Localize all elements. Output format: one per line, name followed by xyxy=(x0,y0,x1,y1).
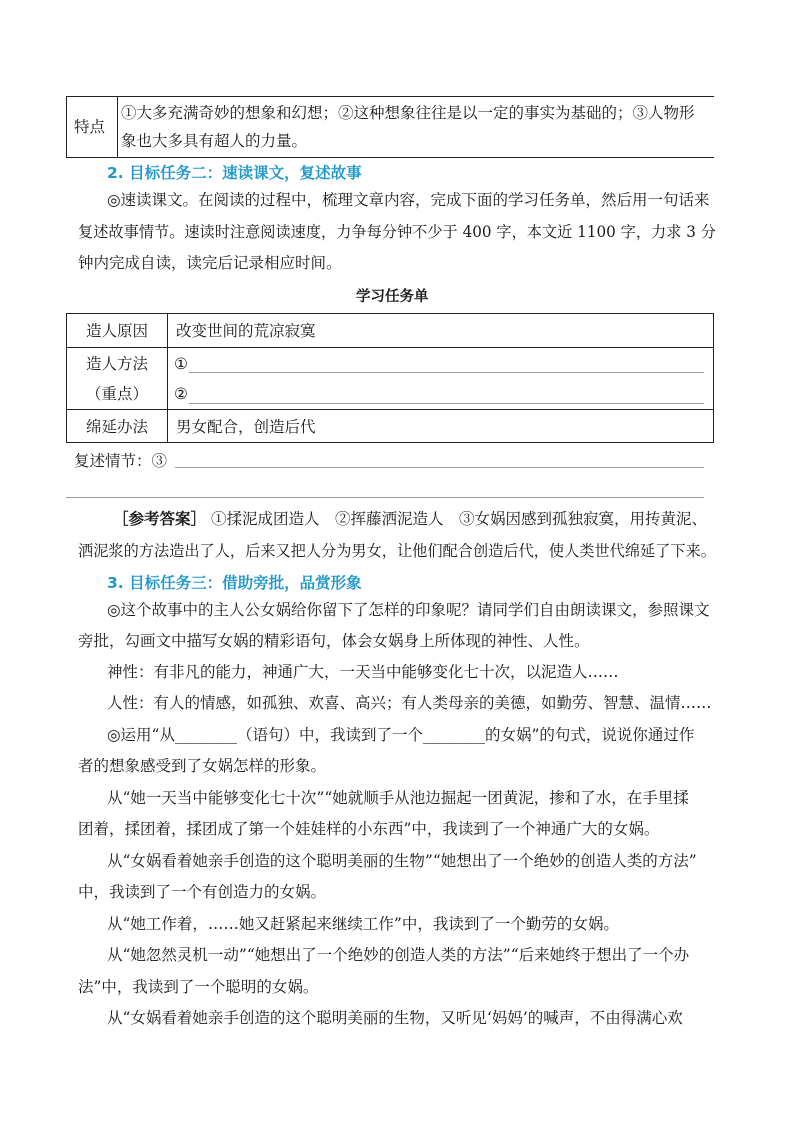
task3-line-11: 从“她工作着，……她又赶紧起来继续工作”中，我读到了一个勤劳的女娲。 xyxy=(107,915,619,933)
task3-line-10: 中，我读到了一个有创造力的女娲。 xyxy=(78,883,327,901)
answer-prefix: ［参考答案］ xyxy=(113,510,207,528)
table-top-border xyxy=(66,96,714,97)
row2-item-1: ① xyxy=(174,355,188,373)
features-line-2: 象也大多具有超人的力量。 xyxy=(121,132,308,150)
task3-line-4: 人性：有人的情感，如孤独、欢喜、高兴；有人类母亲的美德，如勤劳、智慧、温情…… xyxy=(107,694,712,712)
table-left-border xyxy=(66,96,67,158)
retell-blank-1 xyxy=(175,467,704,468)
table-bottom-border xyxy=(66,157,714,158)
sheet-border-right xyxy=(713,313,714,443)
row2-item-2-blank xyxy=(189,403,704,404)
row2-label: 造人方法 xyxy=(86,355,149,373)
sheet-col-divider xyxy=(167,313,168,443)
features-line-1: ①大多充满奇妙的想象和幻想；②这种想象往往是以一定的事实为基础的；③人物形 xyxy=(121,104,695,122)
row2-item-2: ② xyxy=(174,385,188,403)
task3-line-9: 从“女娲看着她亲手创造的这个聪明美丽的生物”“她想出了一个绝妙的创造人类的方法” xyxy=(107,852,697,870)
table-col-divider xyxy=(117,96,118,158)
sheet-border-2 xyxy=(66,409,714,410)
task3-line-14: 从“女娲看着她亲手创造的这个聪明美丽的生物，又听见‘妈妈’的喊声，不由得满心欢 xyxy=(107,1009,683,1027)
row2-item-1-blank xyxy=(189,372,704,373)
row3-value: 男女配合，创造后代 xyxy=(176,418,316,436)
sheet-border-3 xyxy=(66,442,714,443)
sheet-border-left xyxy=(66,313,67,443)
row3-label: 绵延办法 xyxy=(86,418,149,436)
task2-para-line-2: 复述故事情节。速读时注意阅读速度，力争每分钟不少于 400 字，本文近 1100 字，力求 3 分 xyxy=(78,223,716,241)
task2-para-line-1: ◎速读课文。在阅读的过程中，梳理文章内容，完成下面的学习任务单，然后用一句话来 xyxy=(107,191,710,209)
task3-line-7: 从“她一天当中能够变化七十次”“她就顺手从池边掘起一团黄泥，掺和了水，在手里揉 xyxy=(107,789,689,807)
task3-line-2: 旁批，勾画文中描写女娲的精彩语句，体会女娲身上所体现的神性、人性。 xyxy=(78,632,590,650)
task-sheet-title: 学习任务单 xyxy=(356,289,429,305)
task3-line-5: ◎运用“从________（语句）中，我读到了一个________的女娲”的句式，说说你通过作 xyxy=(107,726,695,744)
task3-line-8: 团着，揉团着，揉团成了第一个娃娃样的小东西”中，我读到了一个神通广大的女娲。 xyxy=(78,820,660,838)
answer-line-1-rest: ①揉泥成团造人 ②挥藤洒泥造人 ③女娲因感到孤独寂寞，用抟黄泥、 xyxy=(206,510,707,528)
sheet-border-top xyxy=(66,313,714,314)
row1-value: 改变世间的荒凉寂寞 xyxy=(176,322,316,340)
task3-heading: 3. 目标任务三：借助旁批，品赏形象 xyxy=(107,574,362,592)
retell-blank-2 xyxy=(66,497,704,498)
task3-line-13: 法”中，我读到了一个聪明的女娲。 xyxy=(78,978,319,996)
answer-line-1 xyxy=(113,509,707,529)
sheet-border-1 xyxy=(66,347,714,348)
features-label: 特点 xyxy=(74,118,106,136)
task3-line-3: 神性：有非凡的能力，神通广大，一天当中能够变化七十次，以泥造人…… xyxy=(107,663,619,681)
row2-sublabel: （重点） xyxy=(86,385,149,403)
task3-line-6: 者的想象感受到了女娲怎样的形象。 xyxy=(78,757,327,775)
row1-label: 造人原因 xyxy=(86,322,149,340)
task3-line-12: 从“她忽然灵机一动”“她想出了一个绝妙的创造人类的方法”“后来她终于想出了一个办 xyxy=(107,946,690,964)
task2-para-line-3: 钟内完成自读，读完后记录相应时间。 xyxy=(78,254,342,272)
answer-line-2: 洒泥浆的方法造出了人，后来又把人分为男女，让他们配合创造后代，使人类世代绵延了下来。 xyxy=(78,542,716,560)
task2-heading: 2. 目标任务二：速读课文，复述故事 xyxy=(107,164,362,182)
task3-line-1: ◎这个故事中的主人公女娲给你留下了怎样的印象呢？请同学们自由朗读课文，参照课文 xyxy=(107,601,710,619)
retell-label: 复述情节：③ xyxy=(74,452,168,470)
